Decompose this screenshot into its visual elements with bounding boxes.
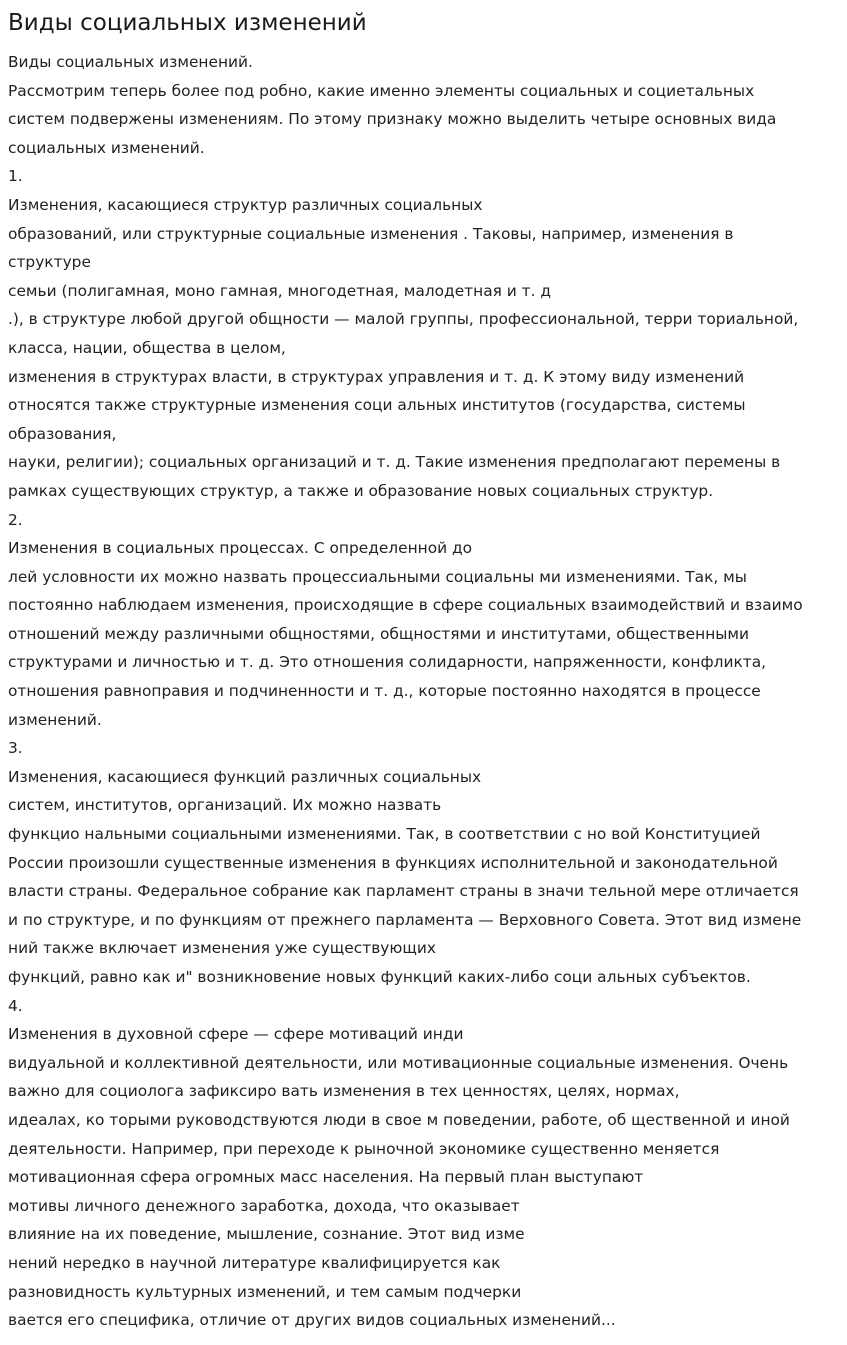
text-line: функцио нальными социальными изменениями. Так, в соответствии с но вой Конституцией bbox=[8, 825, 761, 844]
text-line: 3. bbox=[8, 739, 23, 758]
text-line: образования, bbox=[8, 424, 117, 443]
text-line: влияние на их поведение, мышление, сознание. Этот вид изме bbox=[8, 1225, 525, 1244]
text-line: Изменения в духовной сфере — сфере мотиваций инди bbox=[8, 1025, 464, 1044]
text-line: нений нередко в научной литературе квалифицируется как bbox=[8, 1253, 501, 1272]
text-line: постоянно наблюдаем изменения, происходящие в сфере социальных взаимодействий и взаимо bbox=[8, 596, 803, 615]
text-line: науки, религии); социальных организаций и т. д. Такие изменения предполагают перемены в bbox=[8, 453, 781, 472]
document-body bbox=[8, 48, 839, 1335]
text-line: России произошли существенные изменения в функциях исполнительной и законодательной bbox=[8, 853, 778, 872]
text-line: структуре bbox=[8, 253, 91, 272]
text-line: 1. bbox=[8, 167, 23, 186]
text-line: мотивационная сфера огромных масс населения. На первый план выступают bbox=[8, 1168, 644, 1187]
text-line: образований, или структурные социальные изменения . Таковы, например, изменения в bbox=[8, 224, 734, 243]
text-line: лей условности их можно назвать процессиальными социальны ми изменениями. Так, мы bbox=[8, 567, 747, 586]
text-line: изменения в структурах власти, в структурах управления и т. д. К этому виду изменений bbox=[8, 367, 745, 386]
text-line: 4. bbox=[8, 996, 23, 1015]
text-line: мотивы личного денежного заработка, дохода, что оказывает bbox=[8, 1196, 520, 1215]
text-line: и по структуре, и по функциям от прежнего парламента — Верховного Совета. Этот вид измене bbox=[8, 910, 802, 929]
text-line: вается его специфика, отличие от других видов социальных изменений... bbox=[8, 1311, 616, 1330]
text-line: ний также включает изменения уже существующих bbox=[8, 939, 436, 958]
text-line: относятся также структурные изменения соци альных институтов (государства, системы bbox=[8, 396, 746, 415]
text-line: .), в структуре любой другой общности — малой группы, профессиональной, терри ториальной, bbox=[8, 310, 799, 329]
text-line: отношения равноправия и подчиненности и т. д., которые постоянно находятся в процессе bbox=[8, 682, 761, 701]
text-line: идеалах, ко торыми руководствуются люди в свое м поведении, работе, об щественной и иной bbox=[8, 1110, 790, 1129]
text-line: Изменения в социальных процессах. С определенной до bbox=[8, 539, 473, 558]
text-line: изменений. bbox=[8, 710, 102, 729]
text-line: систем, институтов, организаций. Их можно назвать bbox=[8, 796, 442, 815]
text-line: 2. bbox=[8, 510, 23, 529]
text-line: семьи (полигамная, моно гамная, многодетная, малодетная и т. д bbox=[8, 281, 552, 300]
text-line: видуальной и коллективной деятельности, или мотивационные социальные изменения. Очень bbox=[8, 1053, 789, 1072]
text-line: отношений между различными общностями, общностями и институтами, общественными bbox=[8, 624, 750, 643]
text-line: Изменения, касающиеся функций различных социальных bbox=[8, 767, 482, 786]
text-line: Изменения, касающиеся структур различных социальных bbox=[8, 195, 483, 214]
page-title: Виды социальных изменений bbox=[8, 10, 367, 36]
text-line: Рассмотрим теперь более под робно, какие именно элементы социальных и социетальных bbox=[8, 81, 755, 100]
text-line: власти страны. Федеральное собрание как парламент страны в значи тельной мере отличается bbox=[8, 882, 799, 901]
text-line: рамках существующих структур, а также и образование новых социальных структур. bbox=[8, 481, 714, 500]
text-line: Виды социальных изменений. bbox=[8, 53, 253, 71]
text-line: социальных изменений. bbox=[8, 138, 205, 157]
text-line: деятельности. Например, при переходе к рыночной экономике существенно меняется bbox=[8, 1139, 720, 1158]
text-line: структурами и личностью и т. д. Это отношения солидарности, напряженности, конфликта, bbox=[8, 653, 767, 672]
text-line: систем подвержены изменениям. По этому признаку можно выделить четыре основных вида bbox=[8, 110, 777, 129]
text-line: важно для социолога зафиксиро вать изменения в тех ценностях, целях, нормах, bbox=[8, 1082, 680, 1101]
text-line: функций, равно как и" возникновение новых функций каких-либо соци альных субъектов. bbox=[8, 968, 751, 986]
text-line: разновидность культурных изменений, и тем самым подчерки bbox=[8, 1282, 522, 1301]
text-line: класса, нации, общества в целом, bbox=[8, 338, 286, 357]
